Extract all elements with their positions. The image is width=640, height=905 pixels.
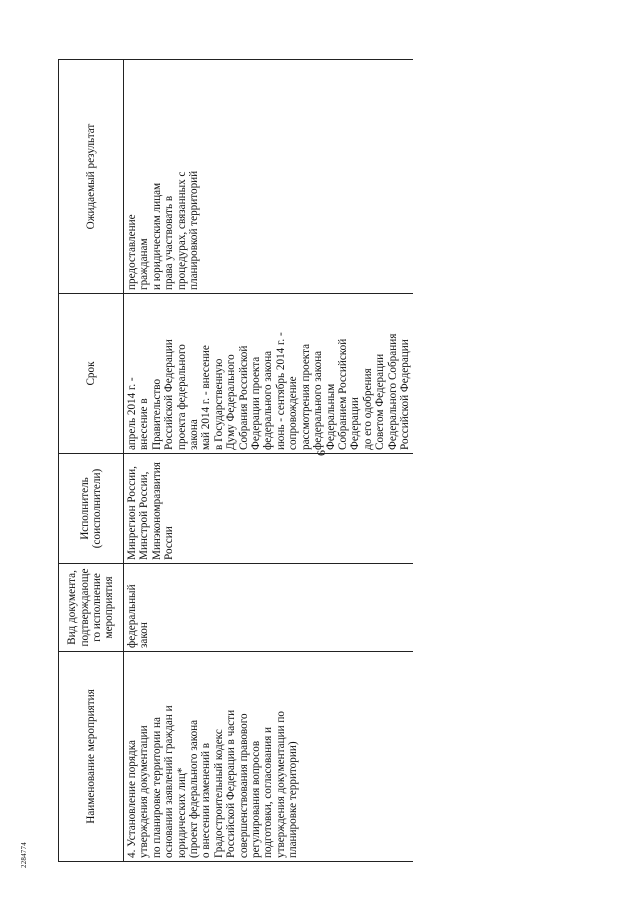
cell-text-line: планировке территории) bbox=[287, 741, 300, 858]
cell-text-line: совершенствования правового bbox=[237, 713, 250, 858]
cell-text-line: май 2014 г. - внесение bbox=[200, 345, 213, 450]
header-executors: Исполнитель (соисполнители) bbox=[59, 454, 124, 564]
measures-table-container bbox=[58, 60, 411, 862]
cell-text-line: до его одобрения bbox=[361, 368, 374, 450]
cell-text-line: Федерации bbox=[349, 397, 362, 450]
cell-text-line: рассмотрения проекта bbox=[299, 343, 312, 450]
header-expected-result: Ожидаемый результат bbox=[59, 60, 124, 294]
cell-text-line: федеральный закон bbox=[126, 584, 151, 648]
cell-text-line: федерального закона bbox=[312, 350, 325, 450]
header-deadline: Срок bbox=[59, 294, 124, 454]
cell-text-line: основании заявлений граждан и bbox=[163, 705, 176, 858]
cell-document-type bbox=[124, 564, 414, 652]
cell-text-line: и юридическим лицам bbox=[150, 182, 163, 290]
cell-text-line: утверждения документации bbox=[138, 725, 151, 858]
cell-text-line: гражданам bbox=[138, 238, 151, 290]
cell-text-line: процедурах, связанных с bbox=[175, 171, 188, 290]
cell-text-line: юридических лиц* bbox=[175, 767, 188, 858]
cell-text-line: планировкой территорий bbox=[188, 170, 201, 290]
measures-table bbox=[58, 59, 413, 862]
cell-text-line: регулирования вопросов bbox=[250, 740, 263, 858]
cell-deadline bbox=[124, 294, 414, 454]
cell-text-line: Российской Федерации в части bbox=[225, 709, 238, 858]
cell-expected-result bbox=[124, 60, 414, 294]
cell-text-line: права участвовать в bbox=[163, 195, 176, 290]
cell-text-line: Федерации проекта bbox=[250, 356, 263, 450]
document-code: 2284774 bbox=[20, 842, 28, 868]
cell-text-line: Минстрой России, bbox=[138, 471, 151, 560]
cell-text-line: апрель 2014 г. - bbox=[126, 377, 138, 450]
cell-text-line: Федерального Собрания bbox=[386, 333, 399, 450]
cell-text-line: Собранием Российской bbox=[336, 338, 349, 450]
table-row bbox=[124, 60, 414, 862]
cell-text-line: Градостроительный кодекс bbox=[212, 729, 225, 858]
cell-text-line: России bbox=[163, 526, 176, 560]
cell-text-line: Собрания Российской bbox=[237, 345, 250, 450]
cell-text-line: Минрегион России, bbox=[126, 466, 138, 560]
cell-text-line: (проект федерального закона bbox=[188, 719, 201, 858]
cell-text-line: по планировке территории на bbox=[150, 717, 163, 858]
cell-text-line: Советом Федерации bbox=[374, 353, 387, 450]
cell-event-name bbox=[124, 652, 414, 862]
cell-text-line: о внесении изменений в bbox=[200, 742, 213, 858]
header-event-name: Наименование мероприятия bbox=[59, 652, 124, 862]
cell-text-line: Минэкономразвития bbox=[150, 462, 163, 560]
cell-text-line: июнь - сентябрь 2014 г. - bbox=[274, 332, 287, 450]
cell-executors bbox=[124, 454, 414, 564]
header-document-type: Вид документа, подтверждающего исполнение мероприятия bbox=[59, 564, 124, 652]
cell-text-line: подготовки, согласования и bbox=[262, 726, 275, 858]
cell-text-line: 4. Установление порядка bbox=[126, 740, 138, 858]
table-header-row bbox=[59, 60, 124, 862]
cell-text-line: внесение в bbox=[138, 398, 151, 450]
cell-text-line: Федеральным bbox=[324, 383, 337, 450]
cell-text-line: предоставление bbox=[126, 214, 138, 290]
page-number: 6 bbox=[313, 450, 328, 456]
cell-text-line: в Государственную bbox=[212, 358, 225, 450]
cell-text-line: закона bbox=[188, 419, 201, 450]
cell-text-line: утверждения документации по bbox=[274, 711, 287, 858]
deadline-block bbox=[275, 297, 411, 450]
cell-text-line: Правительство bbox=[150, 378, 163, 450]
cell-text-line: проекта федерального bbox=[175, 344, 188, 450]
cell-text-line: Российской Федерации bbox=[163, 339, 176, 450]
cell-text-line: Российской Федерации bbox=[398, 339, 411, 450]
cell-text-line: федерального закона bbox=[262, 350, 275, 450]
deadline-block bbox=[200, 297, 274, 450]
cell-text-line: Думу Федерального bbox=[225, 354, 238, 450]
deadline-block bbox=[126, 297, 200, 450]
cell-text-line: сопровождение bbox=[287, 376, 300, 450]
